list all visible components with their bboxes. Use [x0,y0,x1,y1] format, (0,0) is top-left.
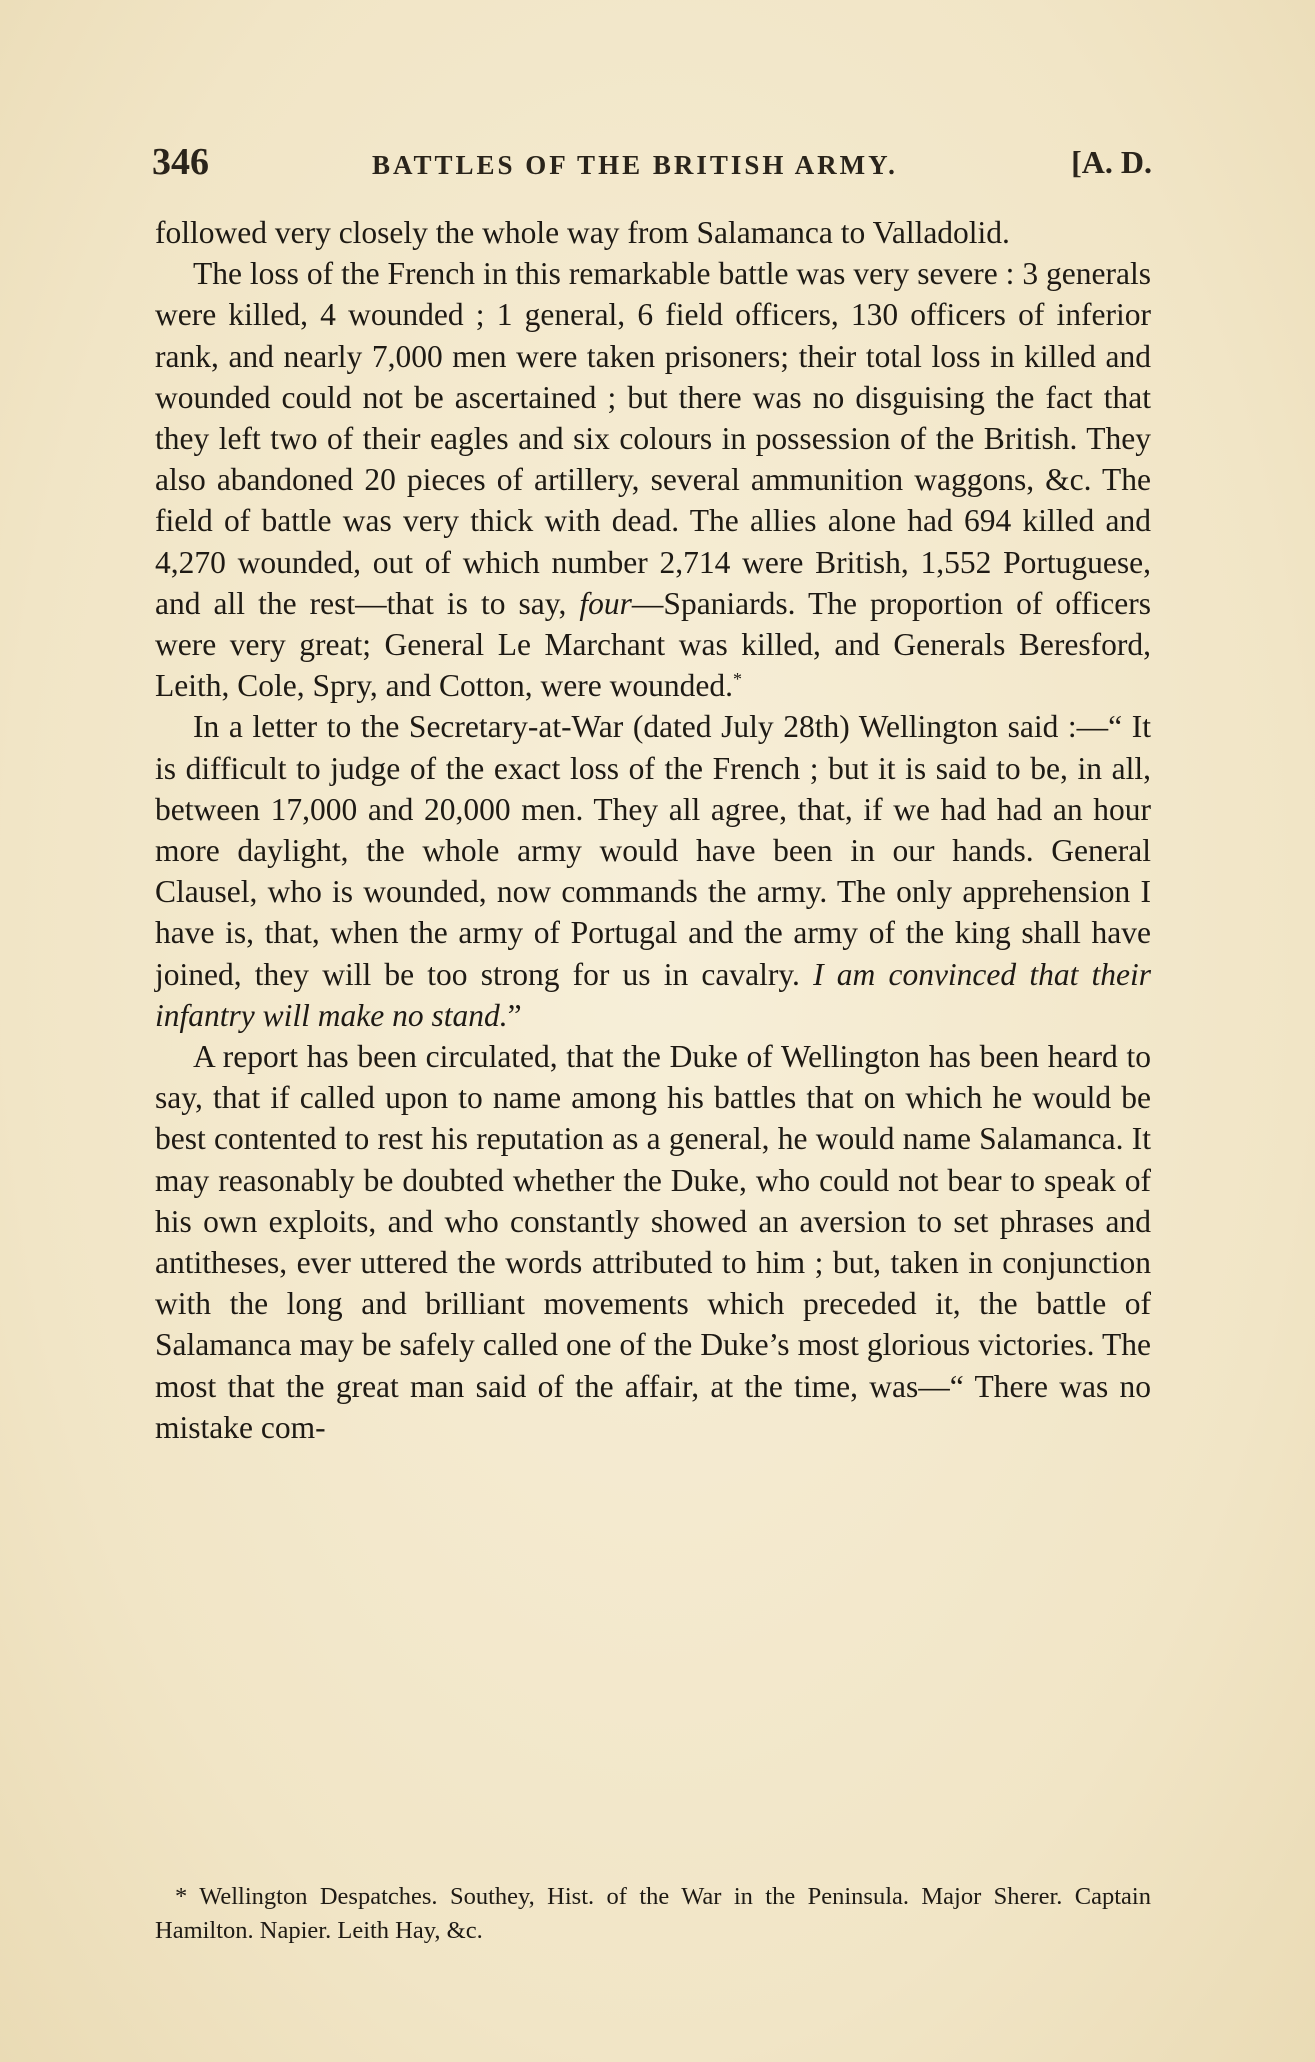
footnote-mark: * [175,1883,188,1910]
running-header [152,140,1152,184]
paragraph-wellington-letter [155,706,1151,1036]
footnote-text: Wellington Despatches. Southey, Hist. of the War in the Peninsula. Major Sherer. Captain Hamilton. Napier. Leith Hay, &c. [155,1883,1151,1944]
paragraph-text: —Spaniards. The proportion of officers were very great; General Le Marchant was killed, and Generals Beresford, Leith, Cole, Spry, and Cotton, were wounded. [155,585,1152,704]
footnote-reference: * [732,669,742,690]
body-text [155,212,1151,1448]
paragraph-french-losses [155,253,1151,706]
page-number: 346 [152,141,209,183]
paragraph-continued: followed very closely the whole way from Salamanca to Valladolid. [155,215,1010,250]
closing-quote: ” [507,997,522,1033]
footnote [155,1880,1151,1948]
paragraph-text: The loss of the French in this remarkable battle was very severe : 3 generals were killed, 4 wounded ; 1 general, 6 field officers, 130 officers of inferior rank, and nearly 7,000 men were taken prisoners; their total loss in killed and wounded could not be ascertained ; but there was no disguising the fact that they left two of their eagles and six colours in possession of the British. They also abandoned 20 pieces of artillery, several ammunition waggons, &c. The field of battle was very thick with dead. The allies alone had 694 killed and 4,270 wounded, out of which number 2,714 were British, 1,552 Portuguese, and all the rest—that is to say, [155,256,1151,621]
paragraph-text: In a letter to the Secretary-at-War (dated July 28th) Wellington said :—“ It is difficult to judge of the exact loss of the French ; but it is said to be, in all, between 17,000 and 20,000 men. They all agree, that, if we had had an hour more daylight, the whole army would have been in our hands. General Clausel, who is wounded, now commands the army. The only apprehension I have is, that, when the army of Portugal and the army of the king shall have joined, they will be too strong for us in cavalry. [155,709,1151,992]
year-marker: [A. D. [1071,144,1152,180]
paragraph-duke-report: A report has been circulated, that the Duke of Wellington has been heard to say, that if called upon to name among his battles that on which he would be best contented to rest his reputation as a general, he would name Salamanca. It may reasonably be doubted whether the Duke, who could not bear to speak of his own exploits, and who constantly showed an aversion to set phrases and antitheses, ever uttered the words attributed to him ; but, taken in conjunction with the long and brilliant movements which preceded it, the battle of Salamanca may be safely called one of the Duke’s most glorious victories. The most that the great man said of the affair, at the time, was—“ There was no mistake com- [155,1039,1151,1445]
italic-emphasis: four [579,585,632,621]
running-title: BATTLES OF THE BRITISH ARMY. [372,150,898,180]
italic-quote: I am convinced that their infantry will make no stand. [155,956,1151,1033]
